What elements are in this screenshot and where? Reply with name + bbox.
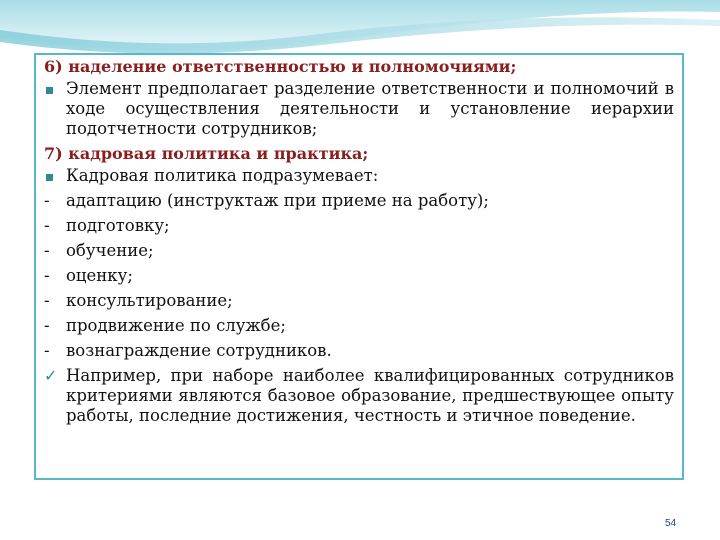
content-box [34,53,684,480]
list-item-text: обучение; [66,241,154,260]
page-number: 54 [665,518,677,529]
list-item [44,241,674,261]
square-bullet-icon [44,166,66,186]
list-item [44,216,674,236]
list-item-text: Например, при наборе наиболее квалифицированных сотрудников критериями являются базовое образование, предшествующее опыту работы, последние достижения, честность и этичное поведение. [66,366,674,425]
list-item [44,266,674,286]
list-item [44,291,674,311]
dash-bullet: - [44,316,50,335]
list-item [44,341,674,361]
heading-6-text: 6) наделение ответственностью и полномочиями; [44,57,517,76]
square-bullet-icon [44,79,66,99]
dash-bullet: - [44,191,50,210]
heading-7 [44,144,674,164]
list-item [44,316,674,336]
list-item [44,166,674,186]
checkmark-icon: ✓ [44,366,58,385]
list-item-text: продвижение по службе; [66,316,286,335]
list-item [44,366,674,426]
list-item-text: вознаграждение сотрудников. [66,341,332,360]
slide-body [44,57,674,431]
list-item-text: подготовку; [66,216,170,235]
list-item [44,79,674,139]
dash-bullet: - [44,291,50,310]
dash-bullet: - [44,266,50,285]
heading-6 [44,57,674,77]
heading-7-text: 7) кадровая политика и практика; [44,144,369,163]
list-item-text: адаптацию (инструктаж при приеме на работу); [66,191,489,210]
list-item-text: оценку; [66,266,133,285]
dash-bullet: - [44,216,50,235]
dash-bullet: - [44,241,50,260]
dash-bullet: - [44,341,50,360]
list-item-text: Элемент предполагает разделение ответственности и полномочий в ходе осуществления деятельности и установление иерархии подотчетности сотрудников; [66,79,674,138]
list-item-text: Кадровая политика подразумевает: [66,166,379,185]
list-item-text: консультирование; [66,291,233,310]
list-item [44,191,674,211]
